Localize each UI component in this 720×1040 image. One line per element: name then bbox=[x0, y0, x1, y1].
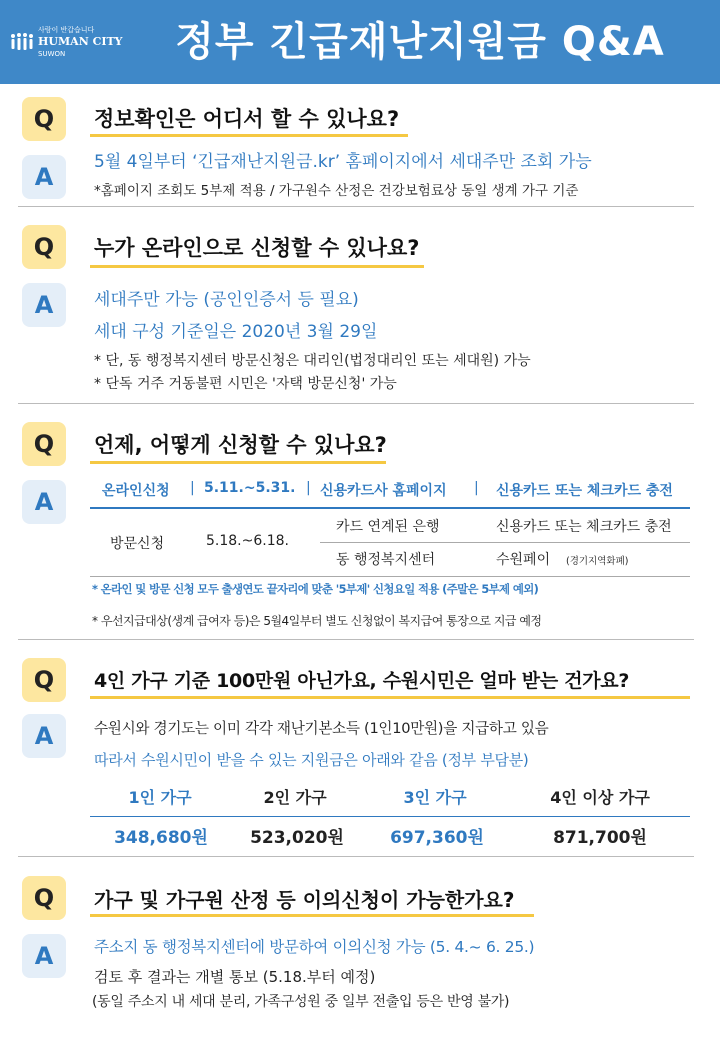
answer-5-line1: 주소지 동 행정복지센터에 방문하여 이의신청 가능 (5. 4.~ 6. 25.) bbox=[94, 938, 535, 956]
answer-3-note1: * 온라인 및 방문 신청 모두 출생연도 끝자리에 맞춘 '5부제' 신청요일 적용 (주말은 5부제 예외) bbox=[92, 582, 539, 596]
visit-label: 방문신청 bbox=[110, 536, 165, 552]
logo-city: SUWON bbox=[38, 50, 66, 58]
answer-2-line1: 세대주만 가능 (공인인증서 등 필요) bbox=[94, 290, 359, 310]
price-label-2: 2인 가구 bbox=[263, 788, 327, 807]
answer-2-note2: * 단독 거주 거동불편 시민은 '자택 방문신청' 가능 bbox=[94, 376, 397, 392]
separator: | bbox=[306, 480, 311, 496]
human-city-suwon-logo bbox=[10, 22, 122, 62]
table-top-rule bbox=[90, 507, 690, 509]
question-3: 언제, 어떻게 신청할 수 있나요? bbox=[94, 433, 387, 457]
answer-1-note: *홈페이지 조회도 5부제 적용 / 가구원수 산정은 건강보험료상 동일 생계 가구 기준 bbox=[94, 183, 579, 199]
answer-5-line2: 검토 후 결과는 개별 통보 (5.18.부터 예정) bbox=[94, 968, 376, 986]
section-divider bbox=[18, 403, 694, 404]
q-badge: Q bbox=[22, 225, 66, 269]
question-underline bbox=[90, 461, 386, 464]
online-method: 신용카드 또는 체크카드 충전 bbox=[496, 483, 673, 499]
visit-method-pay-sub: (경기지역화폐) bbox=[566, 556, 629, 567]
a-badge: A bbox=[22, 934, 66, 978]
visit-place-bank: 카드 연계된 은행 bbox=[336, 519, 440, 535]
visit-method-pay: 수원페이 bbox=[496, 552, 551, 568]
answer-2-note1: * 단, 동 행정복지센터 방문신청은 대리인(법정대리인 또는 세대원) 가능 bbox=[94, 353, 531, 369]
table-row-rule bbox=[320, 542, 690, 543]
price-amount-3: 697,360원 bbox=[390, 828, 484, 848]
q-badge: Q bbox=[22, 658, 66, 702]
question-4: 4인 가구 기준 100만원 아닌가요, 수원시민은 얼마 받는 건가요? bbox=[94, 670, 630, 692]
separator: | bbox=[474, 480, 479, 496]
q-badge: Q bbox=[22, 876, 66, 920]
q-badge: Q bbox=[22, 97, 66, 141]
people-icon bbox=[10, 30, 34, 54]
question-underline bbox=[90, 134, 408, 137]
visit-place-center: 동 행정복지센터 bbox=[336, 552, 436, 568]
online-place: 신용카드사 홈페이지 bbox=[320, 483, 447, 499]
a-badge: A bbox=[22, 283, 66, 327]
answer-3-note2: * 우선지급대상(생계 급여자 등)은 5월4일부터 별도 신청없이 복지급여 통장으로 지급 예정 bbox=[92, 614, 542, 628]
answer-2-line2: 세대 구성 기준일은 2020년 3월 29일 bbox=[94, 322, 378, 342]
price-amount-4: 871,700원 bbox=[553, 828, 647, 848]
a-badge: A bbox=[22, 155, 66, 199]
price-label-4: 4인 이상 가구 bbox=[550, 788, 650, 807]
answer-5-line3: (동일 주소지 내 세대 분리, 가족구성원 중 일부 전출입 등은 반영 불가) bbox=[92, 994, 510, 1010]
price-rule bbox=[90, 816, 690, 817]
table-bottom-rule bbox=[90, 576, 690, 577]
section-divider bbox=[18, 639, 694, 640]
question-underline bbox=[90, 265, 424, 268]
q-badge: Q bbox=[22, 422, 66, 466]
price-label-1: 1인 가구 bbox=[128, 788, 192, 807]
a-badge: A bbox=[22, 480, 66, 524]
section-divider bbox=[18, 206, 694, 207]
visit-period: 5.18.~6.18. bbox=[206, 533, 289, 549]
online-label: 온라인신청 bbox=[102, 483, 170, 499]
visit-method-card: 신용카드 또는 체크카드 충전 bbox=[496, 519, 672, 535]
a-badge: A bbox=[22, 714, 66, 758]
answer-1-main: 5월 4일부터 ‘긴급재난지원금.kr’ 홈페이지에서 세대주만 조회 가능 bbox=[94, 152, 592, 172]
question-underline bbox=[90, 696, 690, 699]
question-5: 가구 및 가구원 산정 등 이의신청이 가능한가요? bbox=[94, 888, 515, 912]
answer-4-line1: 수원시와 경기도는 이미 각각 재난기본소득 (1인10만원)을 지급하고 있음 bbox=[94, 720, 549, 737]
price-amount-1: 348,680원 bbox=[114, 828, 208, 848]
logo-name: HUMAN CITY bbox=[38, 35, 123, 48]
price-amount-2: 523,020원 bbox=[250, 828, 344, 848]
page-title: 정부 긴급재난지원금 Q&A bbox=[175, 19, 665, 65]
separator: | bbox=[190, 480, 195, 496]
logo-slogan: 사람이 반갑습니다 bbox=[38, 26, 95, 34]
question-underline bbox=[90, 914, 534, 917]
price-label-3: 3인 가구 bbox=[403, 788, 467, 807]
answer-4-line2: 따라서 수원시민이 받을 수 있는 지원금은 아래와 같음 (정부 부담분) bbox=[94, 751, 529, 769]
question-2: 누가 온라인으로 신청할 수 있나요? bbox=[94, 236, 420, 260]
section-divider bbox=[18, 856, 694, 857]
online-period: 5.11.~5.31. bbox=[204, 480, 296, 496]
question-1: 정보확인은 어디서 할 수 있나요? bbox=[94, 107, 400, 131]
header-banner bbox=[0, 0, 720, 84]
